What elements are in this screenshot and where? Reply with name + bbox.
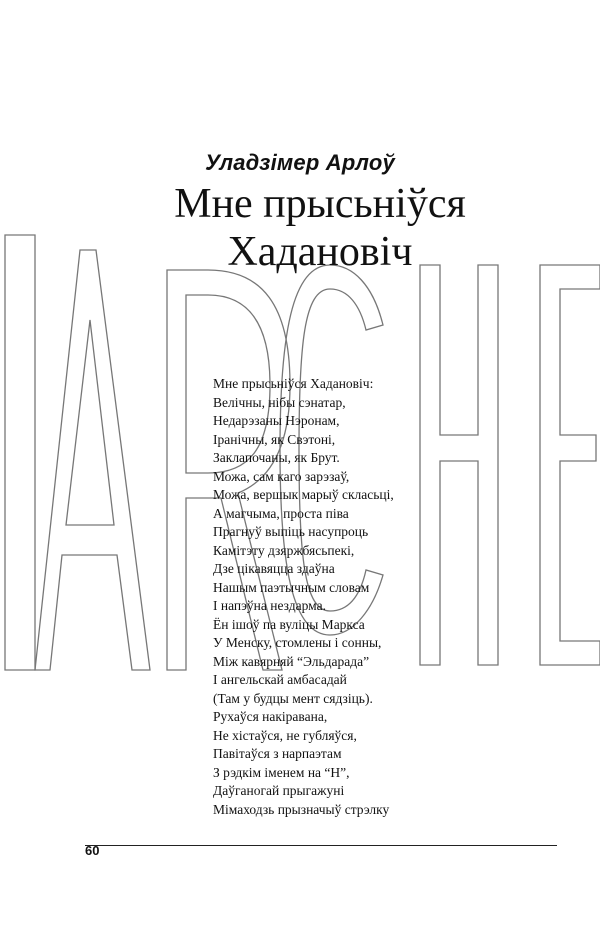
- poem-line: Можа, вершык марыў скласьці,: [213, 487, 394, 502]
- poem-line: Велічны, нібы сэнатар,: [213, 394, 346, 410]
- poem-line: І напэўна нездарма.: [213, 598, 326, 613]
- poem-line: Дзе цікавяцца здаўна: [213, 561, 335, 576]
- footer-rule: [85, 845, 557, 846]
- poem-line: (Там у будцы мент сядзіць).: [213, 690, 373, 706]
- poem-line: Камітэту дзяржбясьпекі,: [213, 542, 355, 558]
- page-number: 60: [85, 843, 100, 858]
- poem-line: Рухаўся накіравана,: [213, 709, 328, 724]
- poem-line: Можа, сам каго зарэзаў,: [213, 468, 350, 484]
- poem-line: Недарэзаны Нэронам,: [213, 413, 340, 428]
- poem-body: [213, 375, 553, 819]
- watermark-letter-a: [5, 235, 35, 670]
- poem-line: Мімаходзь прызначыў стрэлку: [213, 801, 390, 817]
- poem-title: [100, 180, 540, 276]
- poem-line: Нашым паэтычным словам: [213, 579, 370, 595]
- title-line: Хадановіч: [227, 229, 413, 275]
- poem-line: Павітаўся з нарпаэтам: [213, 746, 342, 761]
- poem-line: Заклапочаны, як Брут.: [213, 450, 340, 465]
- poem-line: Між кавярняй “Эльдарада”: [213, 653, 370, 669]
- poem-line: Іранічны, як Свэтоні,: [213, 431, 336, 447]
- poem-line: І ангельскай амбасадай: [213, 672, 347, 687]
- poem-line: З рэдкім іменем на “Н”,: [213, 764, 350, 780]
- poem-line: У Менску, стомлены і сонны,: [213, 635, 382, 650]
- poem-line: Ён ішоў па вуліцы Маркса: [213, 616, 365, 632]
- poem-line: Не хістаўся, не губляўся,: [213, 727, 357, 743]
- poem-line: Прагнуў выпіць насупроць: [213, 524, 369, 539]
- poem-line: Мне прысьніўся Хадановіч:: [213, 376, 374, 391]
- poem-line: А магчыма, проста піва: [213, 505, 349, 521]
- poem-line: Даўганогай прыгажуні: [213, 783, 345, 798]
- author-name: Уладзімер Арлоў: [205, 150, 395, 175]
- title-line: Мне прысьніўся: [174, 181, 466, 227]
